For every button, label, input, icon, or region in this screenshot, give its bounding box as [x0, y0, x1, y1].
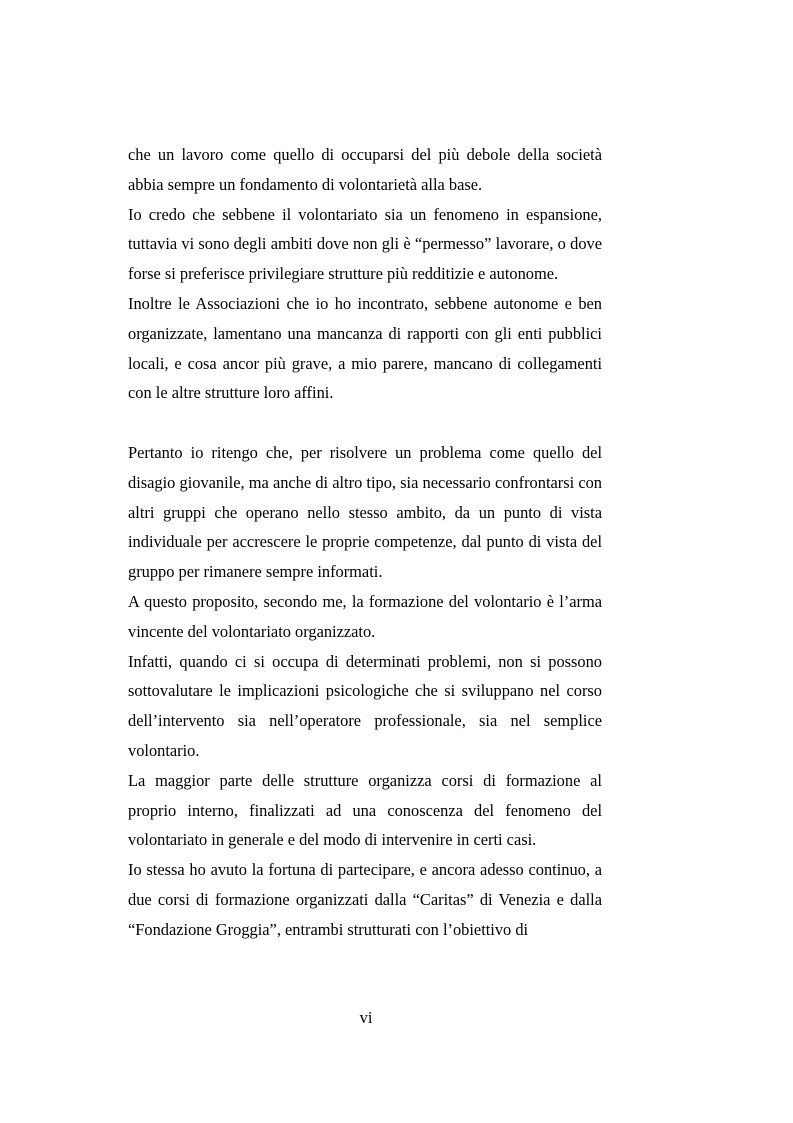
paragraph: che un lavoro come quello di occuparsi del più debole della società abbia sempre un fondamento di volontarietà alla base.: [128, 145, 602, 194]
paragraph: Infatti, quando ci si occupa di determinati problemi, non si possono sottovalutare le implicazioni psicologiche che si sviluppano nel corso dell’intervento sia nell’operatore professionale, sia nel semplice volontario.: [128, 651, 602, 760]
paragraph: Io stessa ho avuto la fortuna di partecipare, e ancora adesso continuo, a due corsi di formazione organizzati dalla “Caritas” di Venezia e dalla “Fondazione Groggia”, entrambi strutturati con l’obiettivo di: [128, 860, 602, 939]
paragraph: Pertanto io ritengo che, per risolvere un problema come quello del disagio giovanile, ma anche di altro tipo, sia necessario confrontarsi con altri gruppi che operano nello stesso ambito, da un punto di vista individuale per accrescere le proprie competenze, dal punto di vista del gruppo per rimanere sempre informati.: [128, 442, 602, 582]
paragraph: Io credo che sebbene il volontariato sia un fenomeno in espansione, tuttavia vi sono degli ambiti dove non gli è “permesso” lavorare, o dove forse si preferisce privilegiare strutture più redditizie e autonome.: [128, 204, 602, 284]
paragraph-spacer: [128, 408, 602, 438]
paragraph: Inoltre le Associazioni che io ho incontrato, sebbene autonome e ben organizzate, lamentano una mancanza di rapporti con gli enti pubblici locali, e cosa ancor più grave, a mio parere, mancano di collegamenti con le altre strutture loro affini.: [128, 293, 602, 403]
paragraph: La maggior parte delle strutture organizza corsi di formazione al proprio interno, finalizzati ad una conoscenza del fenomeno del volontariato in generale e del modo di intervenire in certi casi.: [128, 770, 602, 850]
page-number: vi: [359, 1008, 373, 1027]
body-text: [128, 140, 602, 945]
paragraph: A questo proposito, secondo me, la formazione del volontario è l’arma vincente del volontariato organizzato.: [128, 591, 602, 641]
